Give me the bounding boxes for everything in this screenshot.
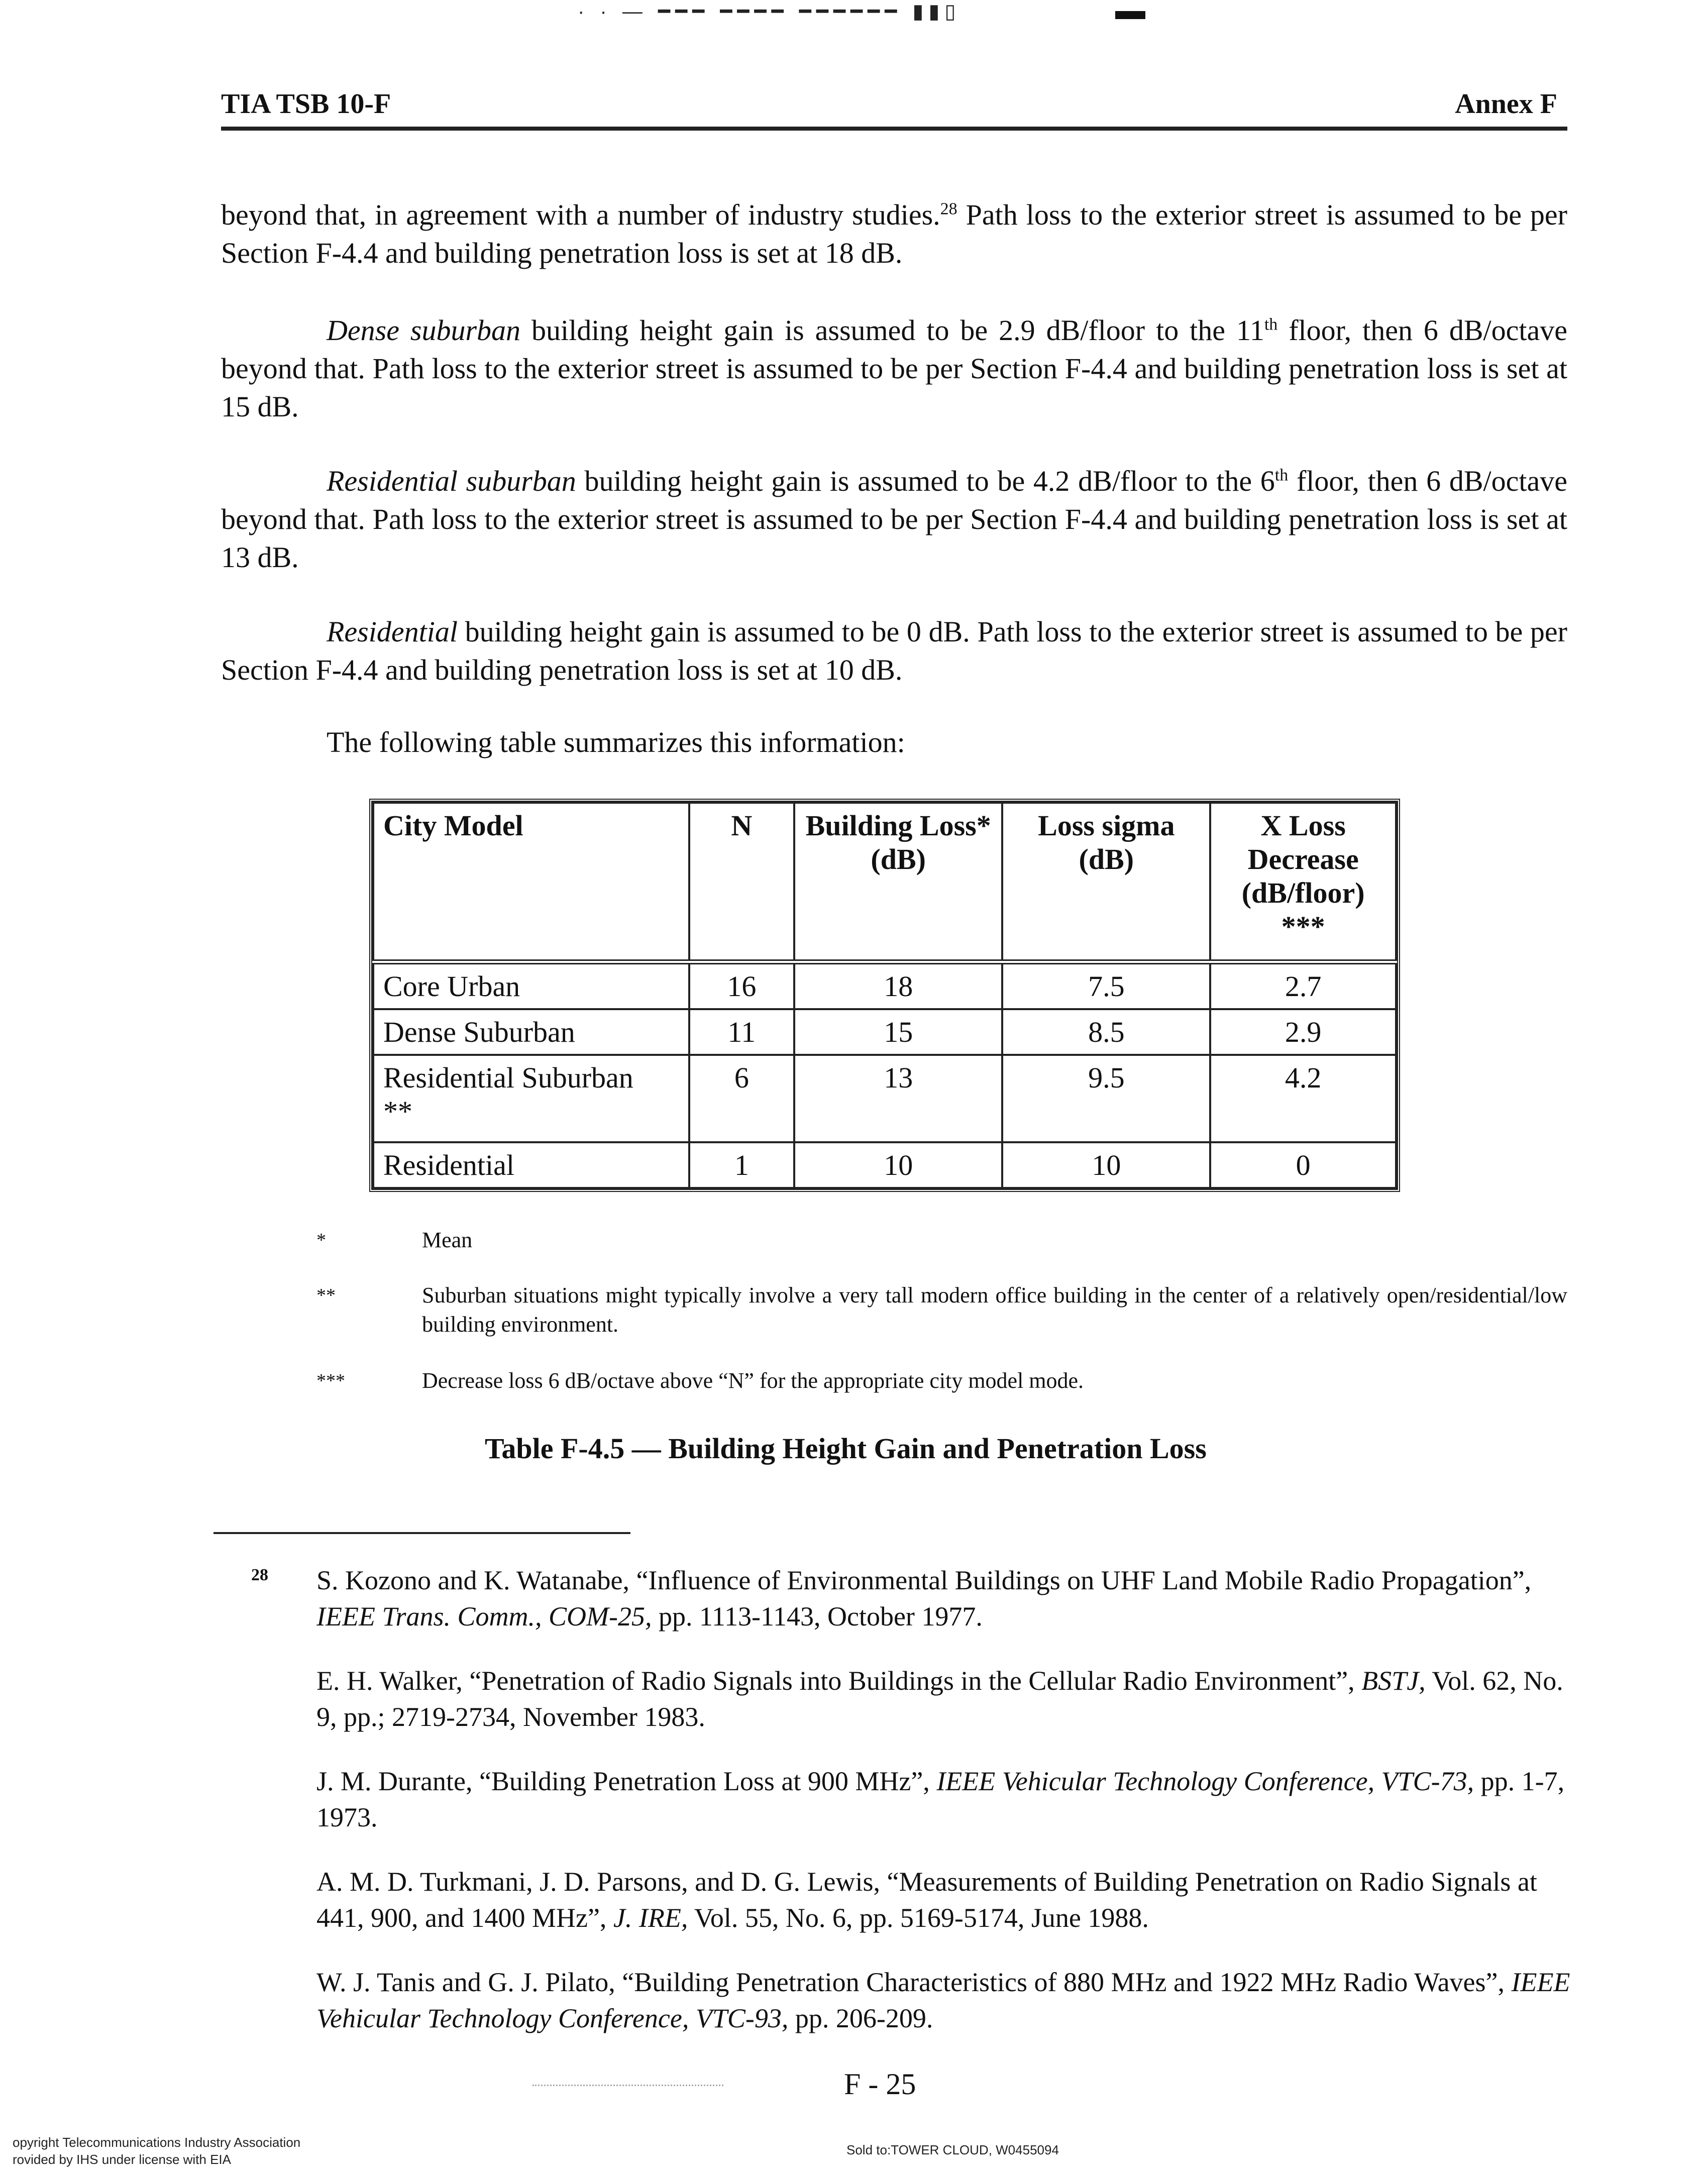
cell-loss-sigma: 8.5 — [1002, 1009, 1210, 1055]
cell-loss-sigma: 9.5 — [1002, 1055, 1210, 1142]
col-header-n: N — [689, 803, 795, 962]
ref-text: pp. 1-7, 1973. — [316, 1766, 1565, 1832]
scan-artifact-block — [1115, 11, 1145, 19]
note-mark: *** — [316, 1370, 345, 1391]
paragraph-core-urban-continued — [221, 196, 1567, 272]
footnote-ref[interactable]: 28 — [940, 199, 957, 219]
cell-n: 1 — [689, 1142, 795, 1188]
paragraph-text: floor, then 6 dB/octave beyond that. Path loss to the exterior street is assumed to be per Section F-4.4 and building penetration loss is set at 13 dB. — [221, 465, 1567, 574]
scan-artifact: · · — ━━━ ━━━━ ━━━━━━ ▮▮▯ — [578, 1, 961, 23]
cell-loss-sigma: 10 — [1002, 1142, 1210, 1188]
ref-text: J. M. Durante, “Building Penetration Loss at 900 MHz”, — [316, 1766, 937, 1796]
table-row — [373, 1009, 1396, 1055]
cell-city-model: Residential — [373, 1142, 689, 1188]
col-header-x-loss-decrease: X Loss Decrease (dB/floor) *** — [1210, 803, 1396, 962]
paragraph-lead: Dense suburban — [327, 314, 521, 347]
ref-text: W. J. Tanis and G. J. Pilato, “Building Penetration Characteristics of 880 MHz and 1922 MHz Radio Waves”, — [316, 1967, 1512, 1997]
footnote-reference — [316, 1763, 1572, 1835]
ordinal-suffix: th — [1274, 466, 1289, 485]
ref-text: S. Kozono and K. Watanabe, “Influence of Environmental Buildings on UHF Land Mobile Radio Propagation”, — [316, 1565, 1532, 1595]
copyright-notice — [13, 2134, 300, 2168]
ref-text: pp. 206-209. — [788, 2003, 933, 2033]
note-mark: ** — [316, 1285, 336, 1306]
cell-x-loss: 4.2 — [1210, 1055, 1396, 1142]
ref-text: pp. 1113-1143, October 1977. — [652, 1601, 983, 1632]
cell-building-loss: 13 — [794, 1055, 1002, 1142]
city-model-name: Residential Suburban — [383, 1061, 633, 1094]
cell-city-model — [373, 1055, 689, 1142]
footnote-reference — [316, 1663, 1572, 1735]
footnote-rule — [214, 1532, 630, 1534]
footnote-number: 28 — [251, 1566, 268, 1584]
paragraph-text: building height gain is assumed to be 2.9 dB/floor to the 11 — [520, 314, 1264, 347]
cell-x-loss: 0 — [1210, 1142, 1396, 1188]
col-header-building-loss: Building Loss* (dB) — [794, 803, 1002, 962]
paragraph-text: building height gain is assumed to be 4.2 dB/floor to the 6 — [576, 465, 1275, 497]
ref-text: Vol. 62, No. 9, pp.; 2719-2734, November 1983. — [316, 1666, 1563, 1732]
cell-n: 6 — [689, 1055, 795, 1142]
cell-loss-sigma: 7.5 — [1002, 962, 1210, 1009]
city-model-note: ** — [383, 1095, 412, 1128]
footnote-reference — [316, 1964, 1572, 2036]
copyright-line: opyright Telecommunications Industry Association — [13, 2135, 301, 2150]
header-annex: Annex F — [1455, 88, 1557, 120]
cell-x-loss: 2.9 — [1210, 1009, 1396, 1055]
note-text: Mean — [422, 1228, 473, 1252]
paragraph-text: beyond that, in agreement with a number of industry studies. — [221, 198, 940, 231]
paragraph-residential-suburban — [221, 462, 1567, 577]
paragraph-residential — [221, 613, 1567, 689]
paragraph-lead: Residential — [327, 615, 458, 648]
note-text: Decrease loss 6 dB/octave above “N” for the appropriate city model mode. — [422, 1368, 1084, 1393]
table-row — [373, 1055, 1396, 1142]
paragraph-text: floor, then 6 dB/octave beyond that. Path loss to the exterior street is assumed to be per Section F-4.4 and building penetration loss is set at 15 dB. — [221, 314, 1567, 423]
sold-to-notice: Sold to:TOWER CLOUD, W0455094 — [846, 2142, 1059, 2157]
ref-journal: J. IRE, — [613, 1903, 688, 1933]
ref-text: E. H. Walker, “Penetration of Radio Signals into Buildings in the Cellular Radio Environment”, — [316, 1666, 1362, 1696]
paragraph-lead: Residential suburban — [327, 465, 576, 497]
table-caption: Table F-4.5 — Building Height Gain and Penetration Loss — [485, 1432, 1207, 1465]
table-intro: The following table summarizes this information: — [327, 726, 905, 758]
col-header-loss-sigma: Loss sigma (dB) — [1002, 803, 1210, 962]
paragraph-text: Path loss to the exterior street is assumed to be per Section F-4.4 and building penetration loss is set at 18 dB. — [221, 198, 1567, 269]
footnote-reference — [316, 1864, 1572, 1936]
table-row — [373, 1142, 1396, 1188]
col-header-city-model: City Model — [373, 803, 689, 962]
ref-journal: IEEE Vehicular Technology Conference, VTC-93, — [316, 1967, 1570, 2033]
copyright-line: rovided by IHS under license with EIA — [13, 2152, 231, 2167]
cell-city-model: Dense Suburban — [373, 1009, 689, 1055]
table-row — [373, 962, 1396, 1009]
scan-noise — [532, 2085, 723, 2093]
cell-building-loss: 18 — [794, 962, 1002, 1009]
cell-n: 16 — [689, 962, 795, 1009]
cell-building-loss: 15 — [794, 1009, 1002, 1055]
ref-journal: IEEE Vehicular Technology Conference, VTC-73, — [936, 1766, 1474, 1796]
header-rule — [221, 127, 1567, 131]
ref-text: A. M. D. Turkmani, J. D. Parsons, and D. G. Lewis, “Measurements of Building Penetration on Radio Signals at 441, 900, and 1400 MHz”, — [316, 1867, 1537, 1933]
page-number: F - 25 — [844, 2068, 916, 2101]
table-header-row — [373, 803, 1396, 962]
cell-city-model: Core Urban — [373, 962, 689, 1009]
ref-text: Vol. 55, No. 6, pp. 5169-5174, June 1988. — [688, 1903, 1149, 1933]
footnote-reference — [251, 1562, 1572, 1635]
ordinal-suffix: th — [1264, 315, 1278, 334]
paragraph-text: building height gain is assumed to be 0 dB. Path loss to the exterior street is assumed to be per Section F-4.4 and building penetration loss is set at 10 dB. — [221, 615, 1567, 686]
paragraph-dense-suburban — [221, 311, 1567, 426]
header-document-id: TIA TSB 10-F — [221, 88, 391, 120]
ref-journal: BSTJ, — [1361, 1666, 1426, 1696]
building-loss-table — [369, 799, 1400, 1192]
cell-x-loss: 2.7 — [1210, 962, 1396, 1009]
cell-n: 11 — [689, 1009, 795, 1055]
ref-journal: IEEE Trans. Comm., COM-25, — [316, 1601, 652, 1632]
cell-building-loss: 10 — [794, 1142, 1002, 1188]
note-text: Suburban situations might typically involve a very tall modern office building in the center of a relatively open/residential/low building environment. — [422, 1283, 1567, 1337]
note-mark: * — [316, 1230, 326, 1251]
